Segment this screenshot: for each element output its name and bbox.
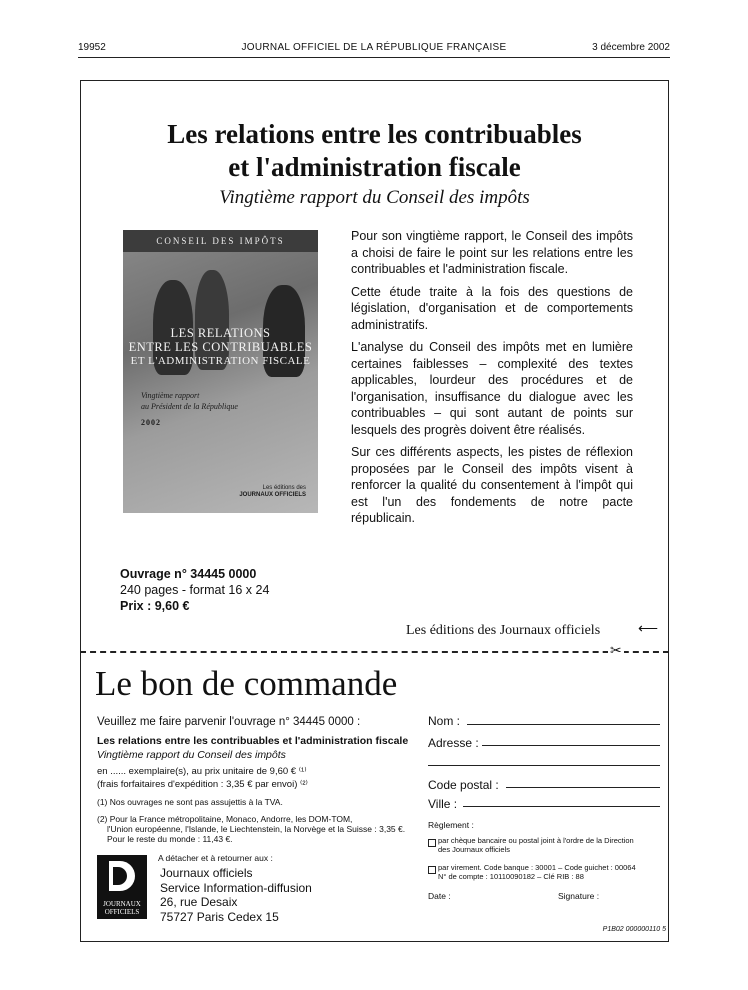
footnote-2 xyxy=(97,814,405,844)
pages-format: 240 pages - format 16 x 24 xyxy=(120,583,270,597)
journaux-officiels-logo xyxy=(97,855,147,919)
cover-subtitle-line: Vingtième rapport xyxy=(141,391,200,400)
scissors-icon: ✂ xyxy=(610,642,622,658)
description-paragraph: Pour son vingtième rapport, le Conseil des impôts a choisi de faire le point sur les relations entre les contribuables et l'administration fiscale. xyxy=(351,229,633,276)
address-line: Service Information-diffusion xyxy=(160,880,312,895)
reglement-label: Règlement : xyxy=(428,820,474,830)
journal-title: JOURNAL OFFICIEL DE LA RÉPUBLIQUE FRANÇAISE xyxy=(241,42,507,53)
return-address xyxy=(160,866,312,924)
payment-cheque xyxy=(438,837,634,854)
address-line: Journaux officiels xyxy=(160,866,253,880)
arrow-left-icon: ⟵ xyxy=(638,620,659,636)
order-book-title: Les relations entre les contribuables et l'administration fiscale xyxy=(97,735,409,747)
payment-virement xyxy=(438,864,636,881)
cover-title xyxy=(123,326,318,368)
logo-text: JOURNAUX xyxy=(103,900,141,908)
payment-cheque-line: des Journaux officiels xyxy=(438,844,510,854)
nom-field[interactable] xyxy=(467,724,660,725)
signature-label: Signature : xyxy=(558,891,600,901)
date-label: Date : xyxy=(428,891,451,901)
cover-publisher xyxy=(239,485,306,499)
quantity-line[interactable]: en ...... exemplaire(s), au prix unitaire de 9,60 € ⁽¹⁾ xyxy=(97,766,307,777)
book-cover xyxy=(123,230,318,513)
virement-checkbox[interactable] xyxy=(428,866,436,874)
price: Prix : 9,60 € xyxy=(120,599,190,613)
page-number: 19952 xyxy=(78,42,106,53)
cut-line xyxy=(80,651,669,653)
payment-virement-line: N° de compte : 10110090182 – Clé RIB : 88 xyxy=(438,871,584,881)
footnote-2-line: Pour le reste du monde : 11,43 €. xyxy=(107,834,233,844)
code-postal-label: Code postal : xyxy=(428,778,499,792)
cover-title-line: LES RELATIONS xyxy=(170,326,271,340)
cover-publisher-line: JOURNAUX OFFICIELS xyxy=(239,492,306,498)
return-label: A détacher et à retourner aux : xyxy=(158,853,273,863)
logo-text: OFFICIELS xyxy=(104,908,140,916)
editions-label: Les éditions des Journaux officiels xyxy=(406,623,601,638)
ouvrage-number: Ouvrage n° 34445 0000 xyxy=(120,567,257,581)
cheque-checkbox[interactable] xyxy=(428,839,436,847)
adresse-field[interactable] xyxy=(482,745,660,746)
ad-title-line2: et l'administration fiscale xyxy=(228,152,521,182)
cover-subtitle-line: au Président de la République xyxy=(141,402,238,411)
order-title: Le bon de commande xyxy=(95,664,398,703)
cover-subtitle xyxy=(141,390,238,412)
payment-cheque-line: par chèque bancaire ou postal joint à l'ordre de la Direction xyxy=(438,836,634,845)
footnote-2-line: l'Union européenne, l'Islande, le Liechtenstein, la Norvège et la Suisse : 3,35 €. xyxy=(107,824,406,834)
cover-publisher-line: Les éditions des xyxy=(262,485,306,491)
footnote-1: (1) Nos ouvrages ne sont pas assujettis à la TVA. xyxy=(97,797,283,807)
description-paragraph: L'analyse du Conseil des impôts met en lumière certaines faiblesses – complexité des textes applicables, lourdeur des procédures et de l'organisation, insuffisance du dialogue avec les contribuables – qui sont autant de points sur lesquels des progrès doivent être réalisés. xyxy=(351,340,633,437)
description-paragraph: Sur ces différents aspects, les pistes de réflexion proposées par le Conseil des impôts visent à renforcer la qualité du consentement à l'impôt qui est l'un des fondements de notre pacte républicain. xyxy=(351,445,633,525)
address-line: 26, rue Desaix xyxy=(160,895,238,909)
reference-code: P1B02 000000110 5 xyxy=(602,926,666,933)
header-rule xyxy=(78,57,670,58)
adresse-label: Adresse : xyxy=(428,736,479,750)
ad-title-line1: Les relations entre les contribuables xyxy=(167,119,582,149)
header-date: 3 décembre 2002 xyxy=(592,42,670,53)
shipping-line: (frais forfaitaires d'expédition : 3,35 € par envoi) ⁽²⁾ xyxy=(97,779,308,790)
nom-label: Nom : xyxy=(428,714,461,728)
order-book-subtitle: Vingtième rapport du Conseil des impôts xyxy=(97,749,286,761)
adresse-field-line2[interactable] xyxy=(428,765,660,766)
ville-field[interactable] xyxy=(463,806,660,807)
payment-virement-line: par virement. Code banque : 30001 – Code guichet : 00064 xyxy=(438,863,636,872)
description-paragraph: Cette étude traite à la fois des questions de législation, d'organisation et de comportements administratifs. xyxy=(351,284,633,332)
code-postal-field[interactable] xyxy=(506,787,660,788)
cover-band: CONSEIL DES IMPÔTS xyxy=(123,230,318,252)
ad-subtitle: Vingtième rapport du Conseil des impôts xyxy=(219,187,530,208)
cover-title-line: ENTRE LES CONTRIBUABLES xyxy=(128,340,313,354)
description xyxy=(351,228,633,533)
footnote-2-line: (2) Pour la France métropolitaine, Monaco, Andorre, les DOM-TOM, xyxy=(97,814,353,824)
address-line: 75727 Paris Cedex 15 xyxy=(160,909,279,924)
cover-year: 2002 xyxy=(141,418,161,427)
ville-label: Ville : xyxy=(428,797,458,811)
order-request: Veuillez me faire parvenir l'ouvrage n° 34445 0000 : xyxy=(97,716,361,728)
cover-title-line: ET L'ADMINISTRATION FISCALE xyxy=(130,355,311,367)
